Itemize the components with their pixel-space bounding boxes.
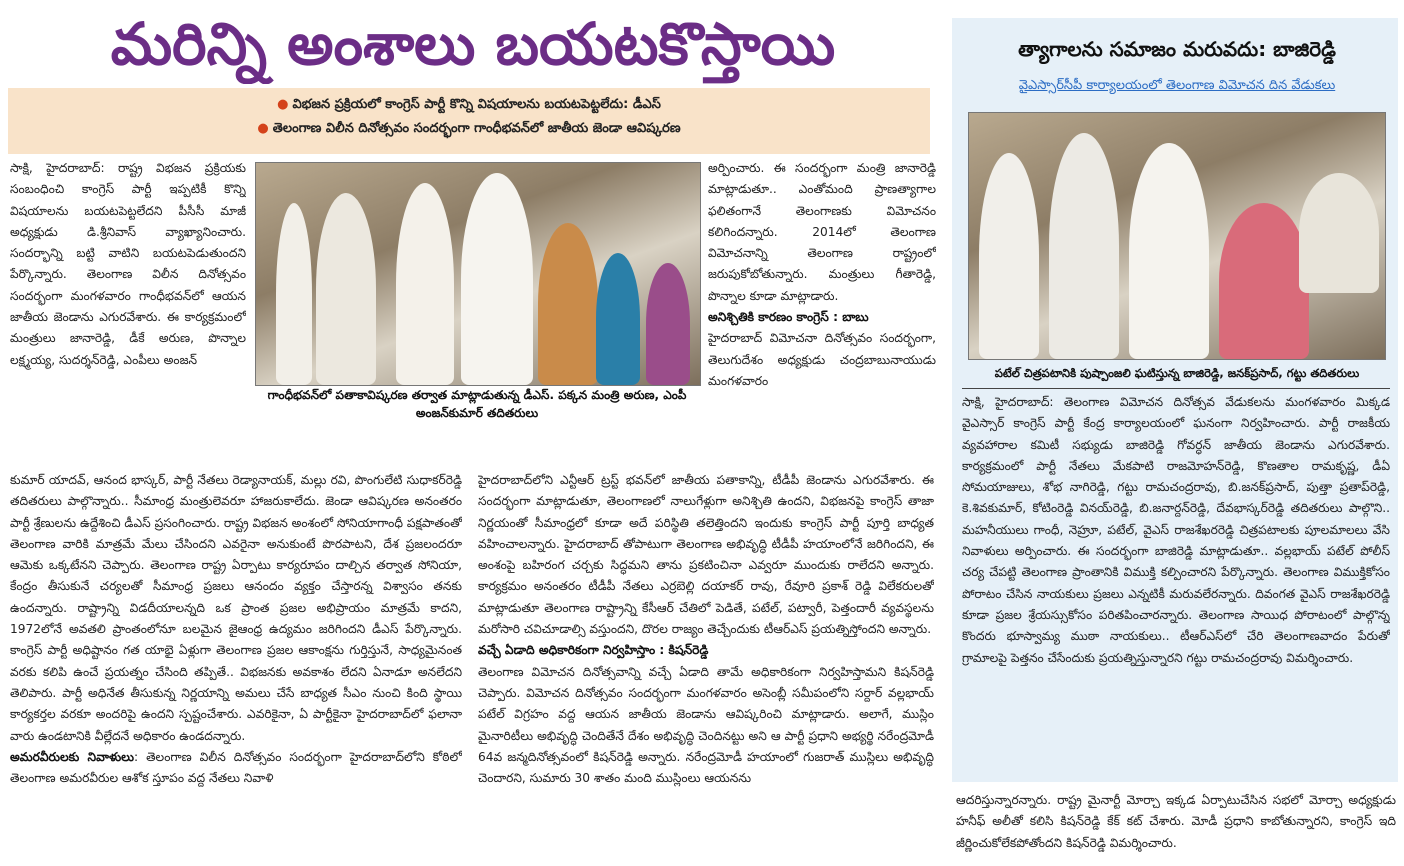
subhead-kishan: వచ్చే ఏడాది అధికారికంగా నిర్వహిస్తాం : కిషన్‌రెడ్డి xyxy=(478,643,709,658)
article-col1-main: కుమార్ యాదవ్, ఆనంద భాస్కర్, పార్టీ నేతలు రెడ్యానాయక్, మల్లు రవి, పొంగులేటి సుధాకర్‌రెడ్డి తదితరులు పాల్గొన్నారు.. సీమాంధ్ర మంత్రులెవరూ హాజరుకాలేదు. జెండా ఆవిష్కరణ అనంతరం పార్టీ శ్రేణులను ఉద్దేశించి డీఎస్ ప్రసంగించారు. రాష్ట్ర విభజన అంశంలో సోనియాగాంధీ పక్షపాతంతో తెలంగాణ వారికి మాత్రమే మేలు చేసిందని ఎవరైనా అనుకుంటే పొరపాటని, దేశ ప్రజలందరూ ఆమెకు ఒక్కటేనని చెప్పారు. తెలంగాణ రాష్ట్ర ఏర్పాటు కార్యరూపం దాల్చిన తర్వాత సోనియా, కేంద్రం తీసుకునే చర్యలతో సీమాంధ్ర ప్రజలు ఆనందం వ్యక్తం చేస్తారన్న విశ్వాసం తనకు ఉందన్నారు. రాష్ట్రాన్ని విడదీయాలన్నది ఒక ప్రాంత ప్రజల అభిప్రాయం మాత్రమే కాదని, 1972లోనే అవతలి ప్రాంతంలోనూ బలమైన జైఆంధ్ర ఉద్యమం జరిగిందని డీఎస్ పేర్కొన్నారు. కాంగ్రెస్ పార్టీ అధిష్టానం గత యాభై ఏళ్లుగా తెలంగాణ ప్రజల ఆకాంక్షను గుర్తిస్తునే, సాధ్యమైనంత వరకు కలిపి ఉంచే ప్రయత్నం చేసింది తప్పితే.. విభజనకు అవకాశం లేదని ఏనాడూ అనలేదని తెలిపారు. పార్టీ అధినేత తీసుకున్న నిర్ణయాన్ని అమలు చేసే బాధ్యత సీఎం నుంచి కింది స్థాయి కార్యకర్తల వరకూ అందరిపై ఉందని స్పష్టంచేశారు. ఎవరికైనా, ఏ పార్టీకైనా హైదరాబాద్‌లో ఫలానా వారు ఉండటానికి వీల్లేదనే అధికారం ఉండదన్నారు. అమరవీరులకు నివాళులు: తెలంగాణ విలీన దినోత్సవం సందర్భంగా హైదరాబాద్‌లోని కోఠిలో తెలంగాణ అమరవీరుల ఆశోక స్తూపం వద్ద నేతలు నివాళి xyxy=(10,473,462,786)
article-col3-top: అర్పించారు. ఈ సందర్భంగా మంత్రి జానారెడ్డి మాట్లాడుతూ.. ఎంతోమంది ప్రాణత్యాగాల ఫలితంగానే తెలంగాణకు విమోచనం కలిగిందన్నారు. 2014లో తెలంగాణ విమోచనాన్ని తెలంగాణ రాష్ట్రంలో జరుపుకోబోతున్నారు. మంత్రులు గీతారెడ్డి, పొన్నాల కూడా మాట్లాడారు. అనిశ్చితికి కారణం కాంగ్రెస్ : బాబు హైదరాబాద్ విమోచనా దినోత్సవం సందర్భంగా, తెలుగుదేశం అధ్యక్షుడు చంద్రబాబునాయుడు మంగళవారం xyxy=(708,161,936,388)
photo-caption: గాంధీభవన్‌లో పతాకావిష్కరణ తర్వాత మాట్లాడుతున్న డీఎస్. పక్కన మంత్రి అరుణ, ఎంపీ అంజన్‌కుమార్ తదితరులు xyxy=(267,388,687,420)
bullet-icon: ● xyxy=(257,121,269,136)
caption-divider xyxy=(962,388,1390,389)
subhead-martyrs: అమరవీరులకు నివాళులు xyxy=(10,749,134,764)
sidebar-subhead: వైఎస్సార్‌సీపీ కార్యాలయంలో తెలంగాణ విమోచన దిన వేడుకలు xyxy=(1018,78,1336,93)
article-col23-main: హైదరాబాద్‌లోని ఎన్టీఆర్ ట్రస్ట్ భవన్‌లో జాతీయ పతాకాన్ని, టీడీపీ జెండాను ఎగురవేశారు. ఈ సందర్భంగా మాట్లాడుతూ, తెలంగాణలో నాలుగేళ్లుగా అనిశ్చితి ఉందని, విభజనపై కాంగ్రెస్ తాజా నిర్ణయంతో సీమాంధ్రలో కూడా అదే పరిస్థితి తలెత్తిందని ఇందుకు కాంగ్రెస్ పార్టీ పూర్తి బాధ్యత వహించాలన్నారు. హైదరాబాద్ తోపాటుగా తెలంగాణ అభివృద్ధి టీడీపీ హయాంలోనే జరిగిందని, ఈ అంశంపై బహిరంగ చర్చకు సిద్ధమని తాను ప్రకటించినా ఎవ్వరూ ముందుకు రాలేదని అన్నారు. కార్యక్రమం అనంతరం టీడీపీ నేతలు ఎర్రబెల్లి దయాకర్ రావు, రేవూరి ప్రకాశ్ రెడ్డి విలేకరులతో మాట్లాడుతూ తెలంగాణ రాష్ట్రాన్ని కేసీఆర్ చేతిలో పెడితే, పటేల్, పట్వారీ, పెత్తందారీ వ్యవస్థలను మరోసారి చవిచూడాల్సి వస్తుందని, దొరల రాజ్యం తెచ్చేందుకు టీఆర్‌ఎస్ ప్రయత్నిస్తోందని అన్నారు. వచ్చే ఏడాది అధికారికంగా నిర్వహిస్తాం : కిషన్‌రెడ్డి తెలంగాణ విమోచన దినోత్సవాన్ని వచ్చే ఏడాది తామే అధికారికంగా నిర్వహిస్తామని కిషన్‌రెడ్డి చెప్పారు. విమోచన దినోత్సవం సందర్భంగా మంగళవారం అసెంబ్లీ సమీపంలోని సర్దార్ వల్లభాయ్ పటేల్ విగ్రహం వద్ద ఆయన జాతీయ జెండాను ఆవిష్కరించి మాట్లాడారు. అలాగే, ముస్లిం మైనారిటీలు అభివృద్ధి చెందితేనే దేశం అభివృద్ధి చెందినట్టు అని ఆ పార్టీ ప్రధాని అభ్యర్థి నరేంద్రమోడీ 64వ జన్మదినోత్సవంలో కిషన్‌రెడ్డి అన్నారు. నరేంద్రమోడీ హయాంలో గుజరాత్ ముస్లిలు అభివృద్ధి చెందారని, సుమారు 30 శాతం మంది ముస్లింలు ఆయనను xyxy=(478,473,934,786)
headline: మరిన్ని అంశాలు బయటకొస్తాయి xyxy=(110,10,836,78)
article-col1-top: సాక్షి, హైదరాబాద్: రాష్ట్ర విభజన ప్రక్రియకు సంబంధించి కాంగ్రెస్ పార్టీ ఇప్పటికీ కొన్ని విషయాలను బయటపెట్టలేదని పీసీసీ మాజీ అధ్యక్షుడు డి.శ్రీనివాస్ వ్యాఖ్యానించారు. సందర్భాన్ని బట్టి వాటిని బయటపెడుతుందని పేర్కొన్నారు. తెలంగాణ విలీన దినోత్సవం సందర్భంగా మంగళవారం గాంధీభవన్‌లో ఆయన జాతీయ జెండాను ఎగురవేశారు. ఈ కార్యక్రమంలో మంత్రులు జానారెడ్డి, డీకే అరుణ, పొన్నాల లక్ష్మయ్య, సుదర్శన్‌రెడ్డి, ఎంపీలు అంజన్ xyxy=(10,161,246,367)
deck-box xyxy=(8,88,930,154)
article-continuation: ఆదరిస్తున్నారన్నారు. రాష్ట్ర మైనార్టీ మోర్చా ఇక్కడ ఏర్పాటుచేసిన సభలో మోర్చా అధ్యక్షుడు హనీఫ్ అలీతో కలిసి కిషన్‌రెడ్డి కేక్ కట్ చేశారు. మోడీ ప్రధాని కాబోతున్నారని, కాంగ్రెస్ ఇది జీర్ణించుకోలేకపోతోందని కిషన్‌రెడ్డి విమర్శించారు. xyxy=(956,793,1396,850)
sidebar-photo xyxy=(968,112,1386,360)
sidebar-headline: త్యాగాలను సమాజం మరువదు: బాజిరెడ్డి xyxy=(1018,37,1336,61)
subhead-babu: అనిశ్చితికి కారణం కాంగ్రెస్ : బాబు xyxy=(708,310,869,325)
main-photo xyxy=(255,162,701,386)
bullet-icon: ● xyxy=(277,97,289,112)
deck-line-2: ● తెలంగాణ విలీన దినోత్సవం సందర్భంగా గాంధీభవన్‌లో జాతీయ జెండా ఆవిష్కరణ xyxy=(257,121,681,136)
sidebar-article: సాక్షి, హైదరాబాద్: తెలంగాణ విమోచన దినోత్సవ వేడుకలను మంగళవారం మిక్కడ వైఎస్సార్ కాంగ్రెస్ పార్టీ కేంద్ర కార్యాలయంలో ఘనంగా నిర్వహించారు. పార్టీ రాజకీయ వ్యవహారాల కమిటీ సభ్యుడు బాజిరెడ్డి గోవర్ధన్ జాతీయ జెండాను ఎగురవేశారు. కార్యక్రమంలో పార్టీ నేతలు మేకపాటి రాజమోహన్‌రెడ్డి, కొణతాల రామకృష్ణ, డీఏ సోమయాజులు, శోభ నాగిరెడ్డి, గట్టు రామచంద్రరావు, బి.జనక్‌ప్రసాద్, పుత్తా ప్రతాప్‌రెడ్డి, కె.శివకుమార్, కోటింరెడ్డి వినయ్‌రెడ్డి, బి.జనార్దన్‌రెడ్డి, దేవభాస్కర్‌రెడ్డి తదితరులు పాల్గొని.. మహనీయులు గాంధీ, నెహ్రూ, పటేల్, వైఎస్ రాజశేఖరరెడ్డి చిత్రపటాలకు పూలమాలలు వేసి నివాళులు అర్పించారు. ఈ సందర్భంగా బాజిరెడ్డి మాట్లాడుతూ.. వల్లభాయ్ పటేల్ పోలీస్ చర్య చేపట్టి తెలంగాణ ప్రాంతానికి విముక్తి కల్పించారని పేర్కొన్నారు. తెలంగాణ విముక్తికోసం పోరాటం చేసిన నాయకులు ప్రజలు ఎన్నటికీ మరువలేరన్నారు. దివంగత వైఎస్ రాజశేఖరరెడ్డి కూడా ప్రజల శ్రేయస్సుకోసం పరితపించారన్నారు. తెలంగాణ సాయిధ పోరాటంలో పాల్గొన్న కొందరు భూస్వామ్య ముఠా నాయకులు.. టీఆర్‌ఎస్‌లో చేరి తెలంగాణవాదం పేరుతో గ్రామాలపై పెత్తనం చేసేందుకు ప్రయత్నిస్తున్నారని గట్టు రామచంద్రరావు విమర్శించారు. xyxy=(962,395,1390,665)
deck-line-1: ● విభజన ప్రక్రియలో కాంగ్రెస్ పార్టీ కొన్ని విషయాలను బయటపెట్టలేదు: డీఎస్ xyxy=(277,97,661,112)
sidebar-photo-caption: పటేల్ చిత్రపటానికి పుష్పాంజలి ఘటిస్తున్న బాజిరెడ్డి, జనక్‌ప్రసాద్, గట్టు తదితరులు xyxy=(994,366,1360,380)
